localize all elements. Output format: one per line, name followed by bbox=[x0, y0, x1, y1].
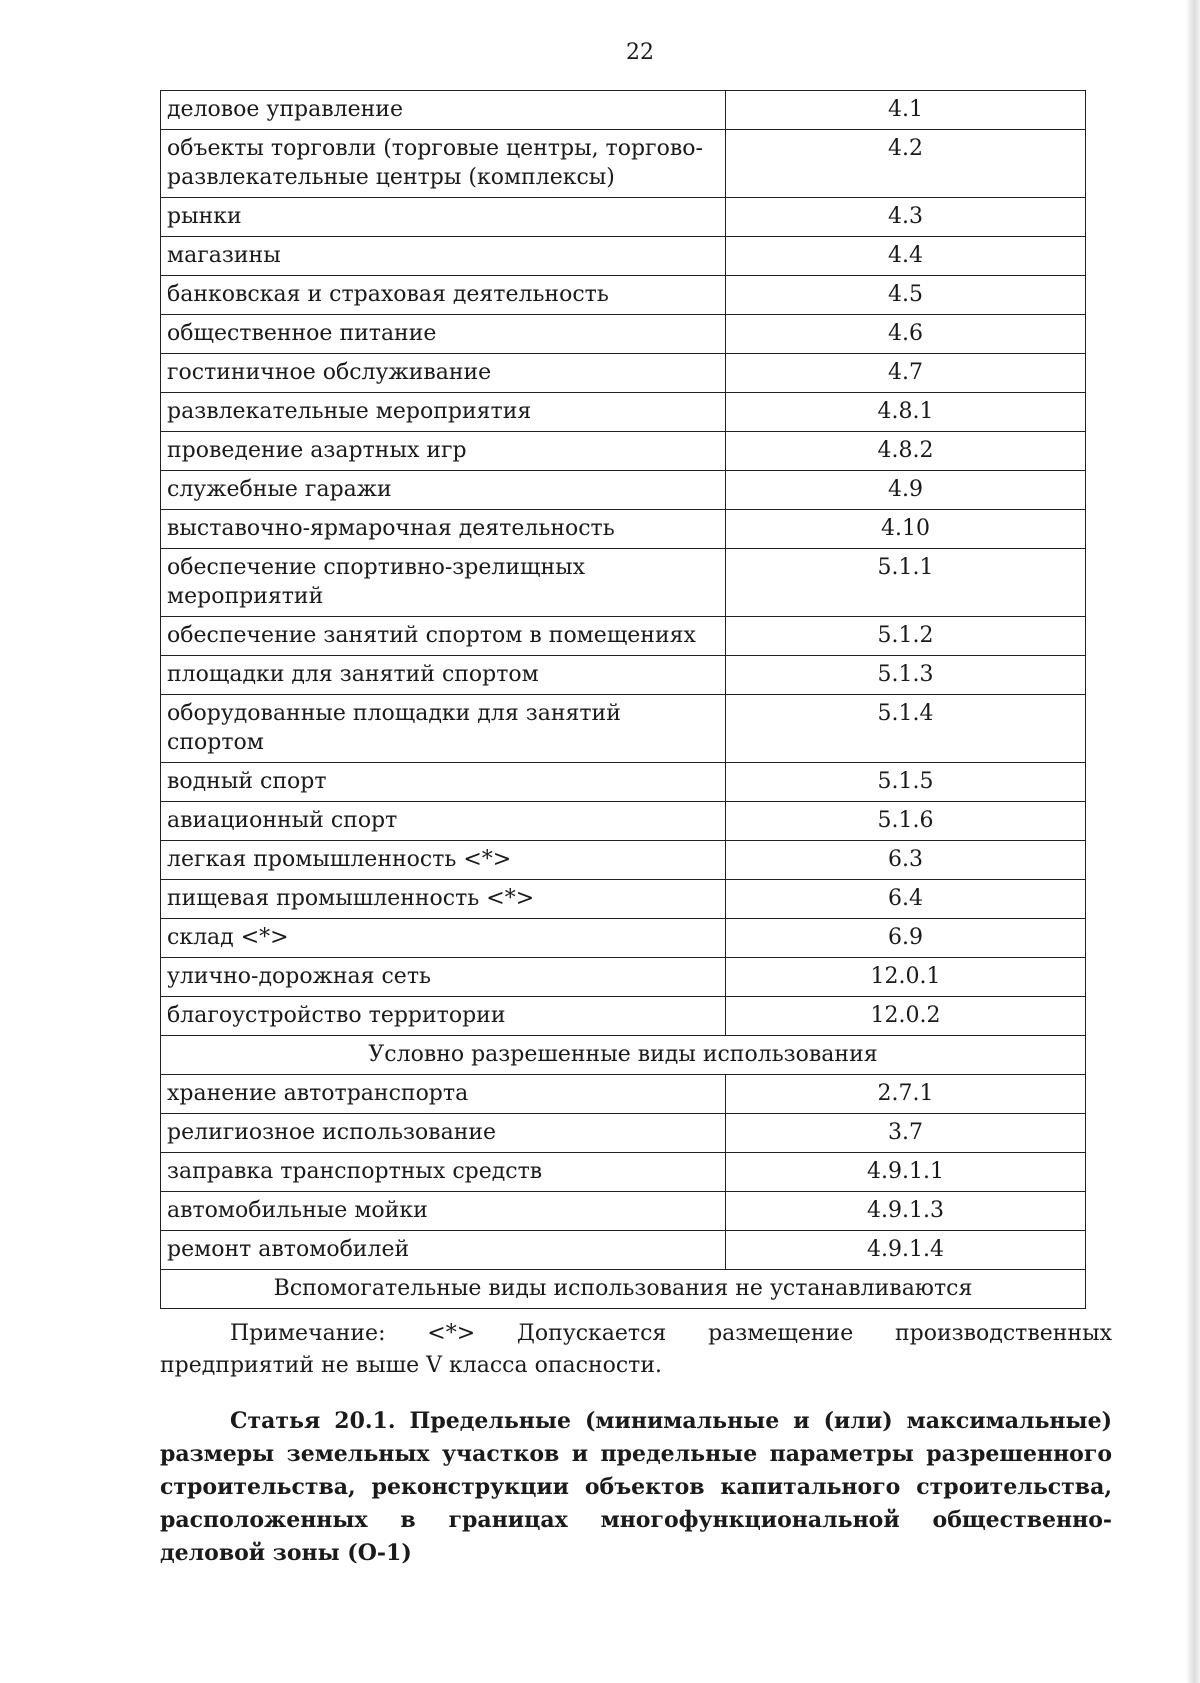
use-code-cell: 5.1.3 bbox=[726, 656, 1086, 695]
use-name-cell: пищевая промышленность <*> bbox=[161, 880, 726, 919]
use-name-cell: склад <*> bbox=[161, 919, 726, 958]
use-name-cell: банковская и страховая деятельность bbox=[161, 276, 726, 315]
use-code-cell: 4.2 bbox=[726, 130, 1086, 198]
use-name-cell: проведение азартных игр bbox=[161, 432, 726, 471]
use-code-cell: 5.1.2 bbox=[726, 617, 1086, 656]
conditional-uses-heading: Условно разрешенные виды использования bbox=[161, 1036, 1086, 1075]
use-name-cell: оборудованные площадки для занятий спортом bbox=[161, 695, 726, 763]
use-name-cell: гостиничное обслуживание bbox=[161, 354, 726, 393]
use-code-cell: 4.3 bbox=[726, 198, 1086, 237]
use-code-cell: 4.5 bbox=[726, 276, 1086, 315]
page-number: 22 bbox=[626, 40, 654, 65]
use-name-cell: авиационный спорт bbox=[161, 802, 726, 841]
use-code-cell: 6.4 bbox=[726, 880, 1086, 919]
section-header-row bbox=[161, 1270, 1086, 1309]
table-row bbox=[161, 958, 1086, 997]
use-code-cell: 12.0.2 bbox=[726, 997, 1086, 1036]
permitted-uses-group bbox=[161, 91, 1086, 1036]
use-code-cell: 4.4 bbox=[726, 237, 1086, 276]
article-heading: Статья 20.1. Предельные (минимальные и (или) максимальные) размеры земельных участков и предельные параметры разрешенного строительства, реконструкции объектов капитального строительства, расположенных в границах многофункциональной общественно-деловой зоны (О-1) bbox=[160, 1408, 1112, 1566]
use-name-cell: служебные гаражи bbox=[161, 471, 726, 510]
use-name-cell: ремонт автомобилей bbox=[161, 1231, 726, 1270]
conditional-uses-group bbox=[161, 1075, 1086, 1270]
section-header-row bbox=[161, 1036, 1086, 1075]
table-footnote: Примечание: <*> Допускается размещение производственных предприятий не выше V класса опасности. bbox=[160, 1321, 1112, 1378]
use-name-cell: обеспечение спортивно-зрелищных мероприятий bbox=[161, 549, 726, 617]
use-name-cell: деловое управление bbox=[161, 91, 726, 130]
use-name-cell: развлекательные мероприятия bbox=[161, 393, 726, 432]
table-row bbox=[161, 880, 1086, 919]
table-row bbox=[161, 1153, 1086, 1192]
use-code-cell: 6.3 bbox=[726, 841, 1086, 880]
use-code-cell: 4.9 bbox=[726, 471, 1086, 510]
table-row bbox=[161, 130, 1086, 198]
auxiliary-uses-group bbox=[161, 1270, 1086, 1309]
table-row bbox=[161, 237, 1086, 276]
scan-edge-shadow bbox=[1186, 0, 1200, 1683]
table-row bbox=[161, 919, 1086, 958]
use-name-cell: объекты торговли (торговые центры, торгово-развлекательные центры (комплексы) bbox=[161, 130, 726, 198]
table-row bbox=[161, 695, 1086, 763]
use-code-cell: 5.1.4 bbox=[726, 695, 1086, 763]
table-row bbox=[161, 763, 1086, 802]
table-row bbox=[161, 1114, 1086, 1153]
table-row bbox=[161, 276, 1086, 315]
use-name-cell: площадки для занятий спортом bbox=[161, 656, 726, 695]
use-code-cell: 3.7 bbox=[726, 1114, 1086, 1153]
use-code-cell: 4.6 bbox=[726, 315, 1086, 354]
use-name-cell: религиозное использование bbox=[161, 1114, 726, 1153]
table-row bbox=[161, 841, 1086, 880]
use-name-cell: легкая промышленность <*> bbox=[161, 841, 726, 880]
table-row bbox=[161, 1231, 1086, 1270]
table-row bbox=[161, 549, 1086, 617]
table-row bbox=[161, 315, 1086, 354]
use-name-cell: выставочно-ярмарочная деятельность bbox=[161, 510, 726, 549]
use-code-cell: 4.9.1.3 bbox=[726, 1192, 1086, 1231]
use-code-cell: 4.9.1.1 bbox=[726, 1153, 1086, 1192]
use-code-cell: 6.9 bbox=[726, 919, 1086, 958]
use-name-cell: обеспечение занятий спортом в помещениях bbox=[161, 617, 726, 656]
table-row bbox=[161, 354, 1086, 393]
conditional-uses-header-group bbox=[161, 1036, 1086, 1075]
use-code-cell: 4.8.1 bbox=[726, 393, 1086, 432]
auxiliary-uses-heading: Вспомогательные виды использования не устанавливаются bbox=[161, 1270, 1086, 1309]
table-row bbox=[161, 1192, 1086, 1231]
use-name-cell: улично-дорожная сеть bbox=[161, 958, 726, 997]
use-code-cell: 2.7.1 bbox=[726, 1075, 1086, 1114]
use-name-cell: хранение автотранспорта bbox=[161, 1075, 726, 1114]
use-name-cell: автомобильные мойки bbox=[161, 1192, 726, 1231]
table-row bbox=[161, 997, 1086, 1036]
use-name-cell: заправка транспортных средств bbox=[161, 1153, 726, 1192]
table-row bbox=[161, 1075, 1086, 1114]
use-code-cell: 4.7 bbox=[726, 354, 1086, 393]
use-name-cell: водный спорт bbox=[161, 763, 726, 802]
use-code-cell: 4.1 bbox=[726, 91, 1086, 130]
use-code-cell: 12.0.1 bbox=[726, 958, 1086, 997]
use-code-cell: 4.10 bbox=[726, 510, 1086, 549]
table-row bbox=[161, 471, 1086, 510]
use-name-cell: рынки bbox=[161, 198, 726, 237]
use-name-cell: благоустройство территории bbox=[161, 997, 726, 1036]
land-use-table bbox=[160, 90, 1086, 1309]
use-code-cell: 5.1.1 bbox=[726, 549, 1086, 617]
table-row bbox=[161, 198, 1086, 237]
table-row bbox=[161, 393, 1086, 432]
table-row bbox=[161, 91, 1086, 130]
use-code-cell: 5.1.6 bbox=[726, 802, 1086, 841]
use-name-cell: магазины bbox=[161, 237, 726, 276]
use-code-cell: 4.9.1.4 bbox=[726, 1231, 1086, 1270]
table-row bbox=[161, 802, 1086, 841]
use-name-cell: общественное питание bbox=[161, 315, 726, 354]
use-code-cell: 5.1.5 bbox=[726, 763, 1086, 802]
table-row bbox=[161, 510, 1086, 549]
table-row bbox=[161, 432, 1086, 471]
table-row bbox=[161, 656, 1086, 695]
use-code-cell: 4.8.2 bbox=[726, 432, 1086, 471]
table-row bbox=[161, 617, 1086, 656]
